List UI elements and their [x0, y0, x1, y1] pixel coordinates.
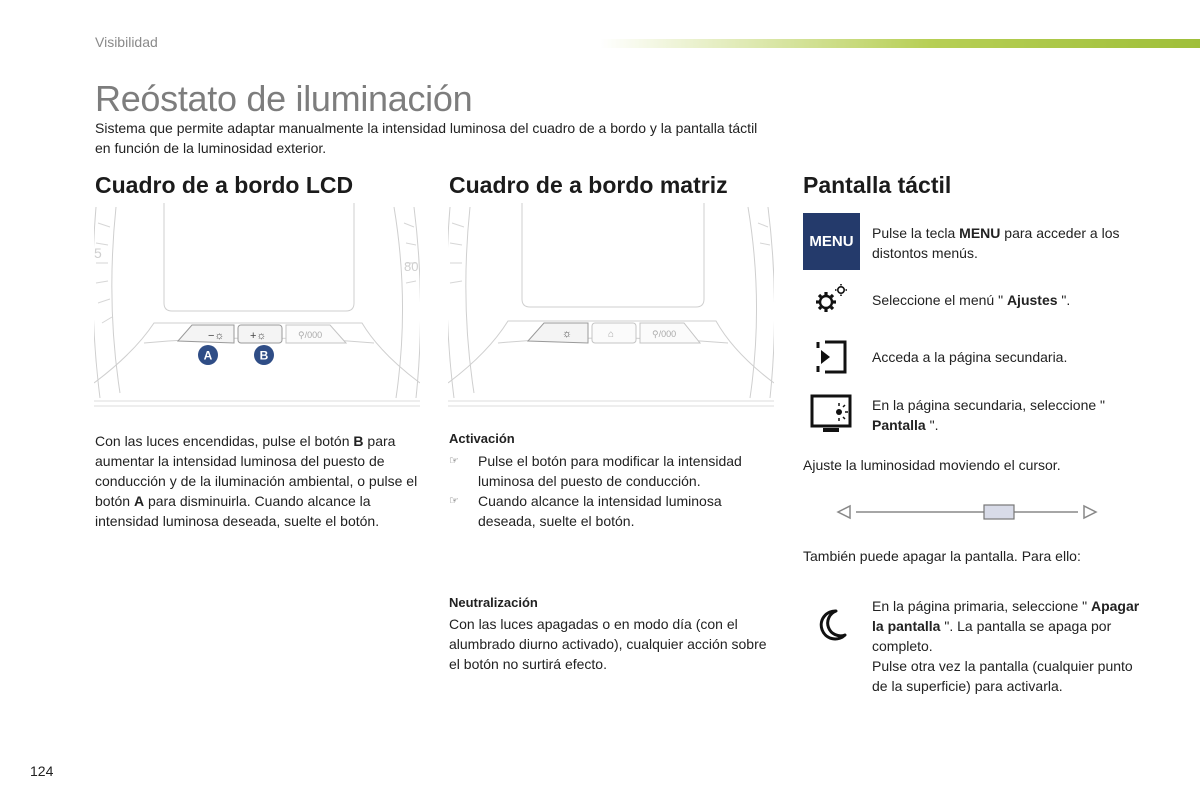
section-label: Visibilidad: [95, 34, 158, 50]
button-b-label: B: [259, 348, 269, 363]
heading-tactil: Pantalla táctil: [803, 172, 952, 198]
heading-lcd: Cuadro de a bordo LCD: [95, 172, 354, 198]
svg-text:⚲/000: ⚲/000: [652, 329, 677, 339]
slider-left-arrow-icon: [838, 506, 850, 518]
page-number: 124: [30, 763, 54, 779]
svg-text:5: 5: [94, 245, 102, 261]
svg-text:☼: ☼: [562, 328, 573, 340]
hand-pointer-icon: ☞: [449, 455, 459, 467]
neutralizacion-text: Con las luces apagadas o en modo día (con el alumbrado diurno activado), cualquier acción sobre el botón no surtirá efecto.: [449, 616, 767, 672]
gears-icon: [812, 282, 850, 318]
slider-right-arrow-icon: [1084, 506, 1096, 518]
button-a-badge: [198, 345, 218, 365]
page-title: Reóstato de iluminación: [95, 78, 473, 119]
button-b-badge: [254, 345, 274, 365]
step-secondary-page: Acceda a la página secundaria.: [872, 349, 1068, 365]
moon-icon: [816, 608, 848, 642]
hand-pointer-icon: ☞: [449, 495, 459, 507]
svg-text:−☼: −☼: [208, 330, 225, 342]
header-accent-bar: [600, 39, 1200, 48]
step-pantalla: En la página secundaria, seleccione " Pantalla ".: [872, 397, 1106, 433]
ajuste-text: Ajuste la luminosidad moviendo el cursor.: [803, 457, 1061, 473]
button-a-label: A: [203, 348, 213, 363]
heading-matriz: Cuadro de a bordo matriz: [449, 172, 728, 198]
tambien-text: También puede apagar la pantalla. Para ello:: [803, 548, 1081, 564]
step-apagar: En la página primaria, seleccione " Apagar la pantalla ". La pantalla se apaga por completo. Pulse otra vez la pantalla (cualquier punto de la superficie) para activarla.: [872, 598, 1140, 694]
svg-text:80: 80: [404, 259, 419, 274]
intro-text: Sistema que permite adaptar manualmente la intensidad luminosa del cuadro de a bordo y la pantalla táctil en función de la luminosidad exterior.: [95, 120, 758, 156]
step-menu: Pulse la tecla MENU para acceder a los distontos menús.: [872, 225, 1120, 261]
menu-key-icon: MENU: [803, 213, 860, 270]
svg-text:+☼: +☼: [250, 330, 267, 342]
screen-brightness-icon: [810, 394, 852, 434]
svg-text:⌂: ⌂: [608, 329, 615, 340]
bullet-item: ☞ Pulse el botón para modificar la intensidad luminosa del puesto de conducción.: [449, 453, 742, 489]
svg-text:⚲/000: ⚲/000: [298, 330, 323, 340]
matriz-cluster-illustration: [448, 203, 774, 410]
page-enter-icon: [816, 340, 848, 374]
step-ajustes: Seleccione el menú " Ajustes ".: [872, 292, 1071, 308]
neutralizacion-title: Neutralización: [449, 595, 538, 610]
slider-thumb: [984, 505, 1014, 519]
bullet-item: ☞ Cuando alcance la intensidad luminosa deseada, suelte el botón.: [449, 493, 722, 529]
activacion-title: Activación: [449, 431, 515, 446]
lcd-instructions: Con las luces encendidas, pulse el botón B para aumentar la intensidad luminosa del puesto de conducción y de la iluminación ambiental, o pulse el botón A para disminuirla. Cuando alcance la intensidad luminosa deseada, suelte el botón.: [95, 433, 418, 529]
brightness-slider-illustration: [834, 498, 1100, 526]
lcd-cluster-illustration: [94, 203, 420, 410]
